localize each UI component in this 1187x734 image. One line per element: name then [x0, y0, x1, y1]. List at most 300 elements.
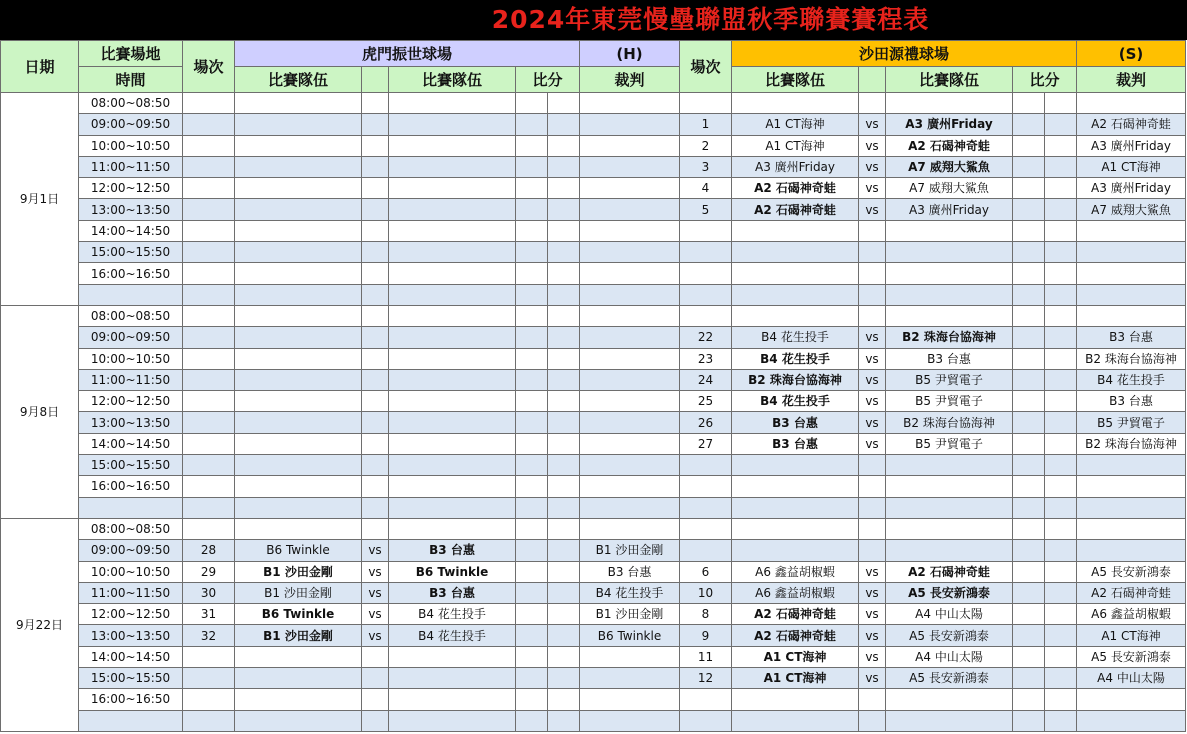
h-away-team — [389, 156, 516, 177]
h-home-team — [235, 199, 362, 220]
h-score-home — [516, 199, 548, 220]
h-score-home — [516, 561, 548, 582]
s-home-team: A2 石碣神奇蛙 — [732, 604, 859, 625]
s-away-team: A4 中山太陽 — [886, 646, 1013, 667]
s-home-team — [732, 263, 859, 284]
table-row — [1, 455, 1186, 476]
s-vs — [859, 710, 886, 731]
h-home-team — [235, 305, 362, 326]
s-away-team — [886, 540, 1013, 561]
h-score-home — [516, 220, 548, 241]
h-score-away — [548, 646, 580, 667]
h-score-away — [548, 433, 580, 454]
h-vs — [362, 689, 389, 710]
h-home-team — [235, 327, 362, 348]
s-home-team — [732, 93, 859, 114]
s-score-home — [1013, 433, 1045, 454]
time-cell: 12:00~12:50 — [79, 178, 183, 199]
h-vs — [362, 199, 389, 220]
h-score-home — [516, 284, 548, 305]
h-away-team — [389, 433, 516, 454]
s-vs: vs — [859, 433, 886, 454]
h-game-no: 31 — [183, 604, 235, 625]
h-home-team — [235, 433, 362, 454]
time-cell: 11:00~11:50 — [79, 369, 183, 390]
s-home-team — [732, 518, 859, 539]
h-score-away — [548, 604, 580, 625]
h-vs — [362, 242, 389, 263]
h-away-team — [389, 135, 516, 156]
s-home-team — [732, 540, 859, 561]
h-home-team — [235, 391, 362, 412]
s-game-no: 6 — [680, 561, 732, 582]
h-score-home — [516, 114, 548, 135]
s-game-no — [680, 284, 732, 305]
h-away-team — [389, 178, 516, 199]
h-referee — [580, 689, 680, 710]
header-time: 時間 — [79, 67, 183, 93]
time-cell: 15:00~15:50 — [79, 455, 183, 476]
s-referee — [1077, 540, 1186, 561]
s-score-away — [1045, 178, 1077, 199]
h-home-team — [235, 518, 362, 539]
header-game-no-h: 場次 — [183, 41, 235, 93]
h-vs — [362, 369, 389, 390]
table-row — [1, 369, 1186, 390]
h-score-away — [548, 689, 580, 710]
s-home-team: A6 鑫益胡椒蝦 — [732, 582, 859, 603]
s-score-home — [1013, 220, 1045, 241]
header-referee-s: 裁判 — [1077, 67, 1186, 93]
h-score-away — [548, 476, 580, 497]
time-cell: 10:00~10:50 — [79, 561, 183, 582]
h-referee — [580, 412, 680, 433]
h-score-home — [516, 93, 548, 114]
table-row — [1, 604, 1186, 625]
s-score-away — [1045, 625, 1077, 646]
h-home-team: B6 Twinkle — [235, 540, 362, 561]
date-cell: 9月1日 — [1, 93, 79, 306]
table-row — [1, 284, 1186, 305]
h-game-no — [183, 646, 235, 667]
h-referee — [580, 476, 680, 497]
h-score-away — [548, 305, 580, 326]
s-home-team: A1 CT海神 — [732, 135, 859, 156]
h-home-team — [235, 455, 362, 476]
time-cell: 08:00~08:50 — [79, 518, 183, 539]
h-vs — [362, 433, 389, 454]
h-referee — [580, 220, 680, 241]
h-vs: vs — [362, 582, 389, 603]
s-score-away — [1045, 540, 1077, 561]
h-score-home — [516, 433, 548, 454]
h-referee — [580, 114, 680, 135]
s-game-no: 25 — [680, 391, 732, 412]
s-vs — [859, 220, 886, 241]
s-vs: vs — [859, 668, 886, 689]
h-away-team — [389, 391, 516, 412]
h-away-team — [389, 668, 516, 689]
h-away-team — [389, 476, 516, 497]
h-vs — [362, 391, 389, 412]
s-away-team: A4 中山太陽 — [886, 604, 1013, 625]
h-away-team — [389, 348, 516, 369]
h-referee: B1 沙田金剛 — [580, 540, 680, 561]
h-game-no — [183, 220, 235, 241]
header-vs-h — [362, 67, 389, 93]
h-score-home — [516, 625, 548, 646]
s-home-team — [732, 284, 859, 305]
header-venue-s-name: 沙田源禮球場 — [732, 41, 1077, 67]
h-vs — [362, 455, 389, 476]
header-score-s: 比分 — [1013, 67, 1077, 93]
time-cell: 14:00~14:50 — [79, 433, 183, 454]
h-game-no — [183, 199, 235, 220]
s-score-away — [1045, 93, 1077, 114]
h-score-home — [516, 476, 548, 497]
h-game-no — [183, 369, 235, 390]
time-cell: 09:00~09:50 — [79, 540, 183, 561]
h-home-team — [235, 348, 362, 369]
s-referee — [1077, 220, 1186, 241]
h-home-team: B1 沙田金剛 — [235, 625, 362, 646]
s-away-team — [886, 242, 1013, 263]
s-score-away — [1045, 668, 1077, 689]
h-referee — [580, 668, 680, 689]
s-referee — [1077, 263, 1186, 284]
header-game-no-s: 場次 — [680, 41, 732, 93]
h-away-team: B4 花生投手 — [389, 604, 516, 625]
h-score-away — [548, 199, 580, 220]
s-away-team — [886, 476, 1013, 497]
table-row — [1, 391, 1186, 412]
time-cell: 13:00~13:50 — [79, 412, 183, 433]
table-row — [1, 646, 1186, 667]
h-game-no — [183, 178, 235, 199]
h-vs — [362, 327, 389, 348]
s-game-no: 5 — [680, 199, 732, 220]
table-row — [1, 433, 1186, 454]
time-cell: 09:00~09:50 — [79, 114, 183, 135]
table-row — [1, 199, 1186, 220]
s-score-home — [1013, 93, 1045, 114]
time-cell: 11:00~11:50 — [79, 156, 183, 177]
h-home-team: B6 Twinkle — [235, 604, 362, 625]
h-game-no — [183, 497, 235, 518]
s-away-team — [886, 455, 1013, 476]
h-away-team — [389, 220, 516, 241]
s-score-away — [1045, 646, 1077, 667]
h-home-team — [235, 135, 362, 156]
h-score-away — [548, 93, 580, 114]
s-away-team — [886, 518, 1013, 539]
h-home-team: B1 沙田金剛 — [235, 561, 362, 582]
table-row — [1, 710, 1186, 731]
s-referee — [1077, 476, 1186, 497]
h-vs — [362, 114, 389, 135]
h-home-team — [235, 114, 362, 135]
s-game-no: 22 — [680, 327, 732, 348]
h-home-team — [235, 156, 362, 177]
h-vs — [362, 348, 389, 369]
s-score-away — [1045, 369, 1077, 390]
s-referee: A3 廣州Friday — [1077, 135, 1186, 156]
date-cell: 9月22日 — [1, 518, 79, 731]
s-game-no — [680, 476, 732, 497]
s-away-team: A5 長安新鴻泰 — [886, 668, 1013, 689]
time-cell: 13:00~13:50 — [79, 625, 183, 646]
s-away-team: B2 珠海台協海神 — [886, 412, 1013, 433]
h-game-no — [183, 93, 235, 114]
table-row — [1, 540, 1186, 561]
s-score-home — [1013, 284, 1045, 305]
s-vs — [859, 455, 886, 476]
s-score-home — [1013, 412, 1045, 433]
s-game-no — [680, 540, 732, 561]
h-score-away — [548, 710, 580, 731]
h-home-team — [235, 689, 362, 710]
s-game-no: 10 — [680, 582, 732, 603]
s-game-no: 2 — [680, 135, 732, 156]
s-away-team — [886, 284, 1013, 305]
s-home-team: B4 花生投手 — [732, 327, 859, 348]
h-away-team — [389, 646, 516, 667]
s-home-team — [732, 455, 859, 476]
s-vs — [859, 476, 886, 497]
h-game-no — [183, 114, 235, 135]
s-referee: A2 石碣神奇蛙 — [1077, 114, 1186, 135]
h-away-team — [389, 93, 516, 114]
header-team-s2: 比賽隊伍 — [886, 67, 1013, 93]
h-referee — [580, 263, 680, 284]
h-home-team — [235, 220, 362, 241]
s-score-home — [1013, 689, 1045, 710]
s-vs — [859, 93, 886, 114]
s-vs — [859, 689, 886, 710]
h-referee — [580, 327, 680, 348]
time-cell: 10:00~10:50 — [79, 348, 183, 369]
s-home-team — [732, 689, 859, 710]
s-vs: vs — [859, 156, 886, 177]
header-team-h1: 比賽隊伍 — [235, 67, 362, 93]
h-referee: B3 台惠 — [580, 561, 680, 582]
s-home-team: B3 台惠 — [732, 412, 859, 433]
header-referee-h: 裁判 — [580, 67, 680, 93]
h-score-home — [516, 540, 548, 561]
s-home-team: A1 CT海神 — [732, 668, 859, 689]
s-score-home — [1013, 455, 1045, 476]
h-score-away — [548, 412, 580, 433]
h-vs — [362, 668, 389, 689]
time-cell: 08:00~08:50 — [79, 93, 183, 114]
table-row — [1, 220, 1186, 241]
s-game-no — [680, 455, 732, 476]
s-score-away — [1045, 391, 1077, 412]
s-away-team: A7 威翔大鯊魚 — [886, 156, 1013, 177]
h-vs — [362, 135, 389, 156]
s-vs: vs — [859, 604, 886, 625]
h-game-no — [183, 668, 235, 689]
s-game-no — [680, 689, 732, 710]
h-referee — [580, 646, 680, 667]
s-vs — [859, 284, 886, 305]
h-vs — [362, 497, 389, 518]
table-row — [1, 582, 1186, 603]
h-away-team — [389, 497, 516, 518]
h-game-no: 28 — [183, 540, 235, 561]
s-vs — [859, 242, 886, 263]
h-score-away — [548, 625, 580, 646]
h-home-team — [235, 497, 362, 518]
h-score-away — [548, 263, 580, 284]
s-score-away — [1045, 305, 1077, 326]
h-score-home — [516, 242, 548, 263]
s-game-no: 4 — [680, 178, 732, 199]
s-score-away — [1045, 220, 1077, 241]
h-score-home — [516, 305, 548, 326]
s-away-team: A3 廣州Friday — [886, 114, 1013, 135]
time-cell: 10:00~10:50 — [79, 135, 183, 156]
h-away-team — [389, 369, 516, 390]
s-vs: vs — [859, 327, 886, 348]
s-referee — [1077, 455, 1186, 476]
page-title: 2024年東莞慢壘聯盟秋季聯賽賽程表 — [491, 5, 930, 34]
header-vs-s — [859, 67, 886, 93]
time-cell — [79, 710, 183, 731]
s-home-team: A6 鑫益胡椒蝦 — [732, 561, 859, 582]
s-away-team — [886, 710, 1013, 731]
h-score-away — [548, 135, 580, 156]
h-home-team — [235, 242, 362, 263]
s-referee: A7 威翔大鯊魚 — [1077, 199, 1186, 220]
s-score-away — [1045, 689, 1077, 710]
s-vs: vs — [859, 561, 886, 582]
s-away-team — [886, 263, 1013, 284]
s-home-team: A2 石碣神奇蛙 — [732, 625, 859, 646]
s-referee — [1077, 93, 1186, 114]
s-score-home — [1013, 625, 1045, 646]
s-score-home — [1013, 242, 1045, 263]
h-game-no: 29 — [183, 561, 235, 582]
s-score-home — [1013, 540, 1045, 561]
s-referee — [1077, 497, 1186, 518]
s-vs — [859, 263, 886, 284]
s-score-home — [1013, 369, 1045, 390]
h-vs — [362, 220, 389, 241]
s-referee: A1 CT海神 — [1077, 625, 1186, 646]
h-home-team — [235, 476, 362, 497]
h-game-no — [183, 284, 235, 305]
s-score-home — [1013, 305, 1045, 326]
h-vs — [362, 710, 389, 731]
s-home-team: A3 廣州Friday — [732, 156, 859, 177]
s-away-team: A3 廣州Friday — [886, 199, 1013, 220]
h-score-away — [548, 348, 580, 369]
s-away-team: B5 尹貿電子 — [886, 391, 1013, 412]
h-away-team — [389, 327, 516, 348]
table-row — [1, 114, 1186, 135]
s-home-team: B4 花生投手 — [732, 391, 859, 412]
h-referee — [580, 242, 680, 263]
s-referee: B3 台惠 — [1077, 391, 1186, 412]
h-game-no — [183, 242, 235, 263]
h-score-home — [516, 668, 548, 689]
s-home-team — [732, 710, 859, 731]
s-game-no — [680, 710, 732, 731]
s-score-away — [1045, 497, 1077, 518]
s-score-home — [1013, 561, 1045, 582]
h-score-away — [548, 156, 580, 177]
s-score-away — [1045, 156, 1077, 177]
h-score-home — [516, 263, 548, 284]
h-away-team — [389, 412, 516, 433]
s-score-home — [1013, 497, 1045, 518]
s-score-home — [1013, 391, 1045, 412]
s-score-away — [1045, 242, 1077, 263]
s-game-no: 3 — [680, 156, 732, 177]
header-venue-label: 比賽場地 — [79, 41, 183, 67]
h-away-team — [389, 518, 516, 539]
h-score-home — [516, 582, 548, 603]
h-game-no — [183, 263, 235, 284]
h-referee: B6 Twinkle — [580, 625, 680, 646]
s-score-away — [1045, 476, 1077, 497]
time-cell: 16:00~16:50 — [79, 689, 183, 710]
h-score-away — [548, 178, 580, 199]
h-score-away — [548, 561, 580, 582]
h-referee — [580, 135, 680, 156]
h-home-team — [235, 369, 362, 390]
h-referee: B1 沙田金剛 — [580, 604, 680, 625]
s-referee — [1077, 689, 1186, 710]
s-away-team: A5 長安新鴻泰 — [886, 582, 1013, 603]
h-game-no: 32 — [183, 625, 235, 646]
header-venue-h-name: 虎門振世球場 — [235, 41, 580, 67]
s-referee: A5 長安新鴻泰 — [1077, 561, 1186, 582]
s-home-team — [732, 305, 859, 326]
h-away-team — [389, 710, 516, 731]
time-cell: 11:00~11:50 — [79, 582, 183, 603]
h-vs: vs — [362, 540, 389, 561]
h-away-team: B6 Twinkle — [389, 561, 516, 582]
time-cell: 16:00~16:50 — [79, 263, 183, 284]
s-away-team — [886, 93, 1013, 114]
h-score-away — [548, 497, 580, 518]
table-row — [1, 263, 1186, 284]
h-referee — [580, 518, 680, 539]
h-vs: vs — [362, 625, 389, 646]
s-vs: vs — [859, 369, 886, 390]
table-row — [1, 156, 1186, 177]
s-vs: vs — [859, 114, 886, 135]
h-score-away — [548, 327, 580, 348]
h-game-no — [183, 305, 235, 326]
h-score-home — [516, 156, 548, 177]
s-referee — [1077, 518, 1186, 539]
h-game-no — [183, 135, 235, 156]
table-row — [1, 476, 1186, 497]
h-referee: B4 花生投手 — [580, 582, 680, 603]
s-game-no — [680, 518, 732, 539]
s-game-no: 24 — [680, 369, 732, 390]
s-score-home — [1013, 327, 1045, 348]
table-row — [1, 412, 1186, 433]
h-vs — [362, 646, 389, 667]
h-game-no — [183, 455, 235, 476]
s-away-team: A2 石碣神奇蛙 — [886, 135, 1013, 156]
h-home-team — [235, 710, 362, 731]
s-home-team — [732, 220, 859, 241]
